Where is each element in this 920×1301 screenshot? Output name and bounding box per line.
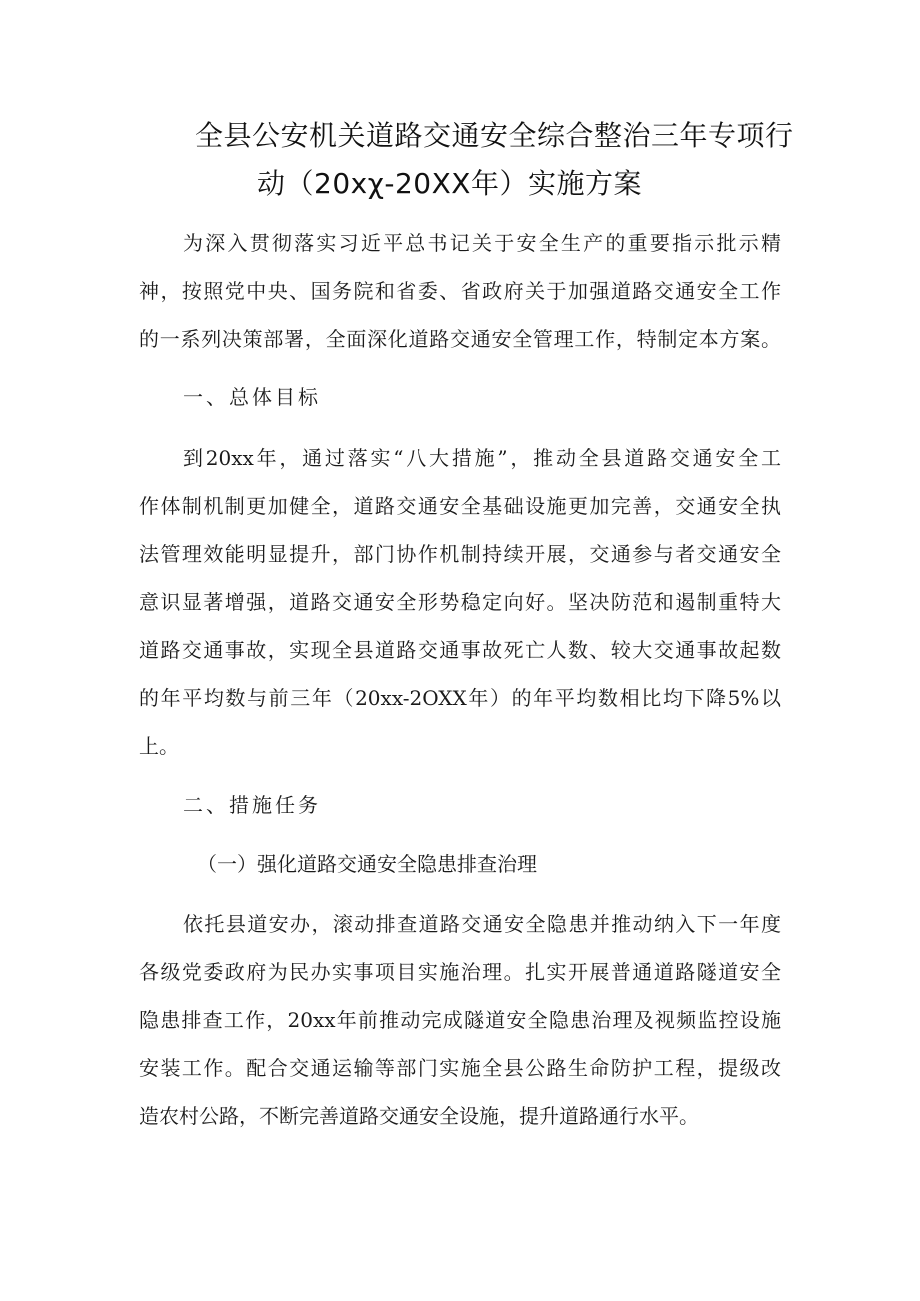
intro-line: 神，按照党中央、国务院和省委、省政府关于加强道路交通安全工作 xyxy=(139,279,781,303)
section-1-line: 法管理效能明显提升，部门协作机制持续开展，交通参与者交通安全 xyxy=(139,542,781,566)
section-1-line: 上。 xyxy=(139,734,179,758)
intro-line: 的一系列决策部署，全面深化道路交通安全管理工作，特制定本方案。 xyxy=(139,327,781,351)
section-2-heading: 二、措施任务 xyxy=(183,793,321,817)
subsection-1-heading: （一）强化道路交通安全隐患排查治理 xyxy=(197,852,537,876)
document-title-line-2: 动（20xχ-20XX年）实施方案 xyxy=(257,167,642,200)
subsection-1-line: 造农村公路，不断完善道路交通安全设施，提升道路通行水平。 xyxy=(139,1104,699,1128)
subsection-1-line: 隐患排查工作，20xx年前推动完成隧道安全隐患治理及视频监控设施 xyxy=(139,1008,781,1032)
intro-line: 为深入贯彻落实习近平总书记关于安全生产的重要指示批示精 xyxy=(183,231,781,255)
subsection-1-line: 各级党委政府为民办实事项目实施治理。扎实开展普通道路隧道安全 xyxy=(139,960,781,984)
section-1-line: 道路交通事故，实现全县道路交通事故死亡人数、较大交通事故起数 xyxy=(139,638,781,662)
section-1-line: 的年平均数与前三年（20xx-2OXX年）的年平均数相比均下降5%以 xyxy=(139,686,781,710)
subsection-1-line: 依托县道安办，滚动排查道路交通安全隐患并推动纳入下一年度 xyxy=(183,912,781,936)
subsection-1-line: 安装工作。配合交通运输等部门实施全县公路生命防护工程，提级改 xyxy=(139,1056,781,1080)
document-title-line-1: 全县公安机关道路交通安全综合整治三年专项行 xyxy=(195,119,794,152)
section-1-line: 作体制机制更加健全，道路交通安全基础设施更加完善，交通安全执 xyxy=(139,494,781,518)
section-1-line: 意识显著增强，道路交通安全形势稳定向好。坚决防范和遏制重特大 xyxy=(139,590,781,614)
section-1-heading: 一、总体目标 xyxy=(183,385,321,409)
section-1-line: 到20xx年，通过落实“八大措施”，推动全县道路交通安全工 xyxy=(183,446,781,470)
